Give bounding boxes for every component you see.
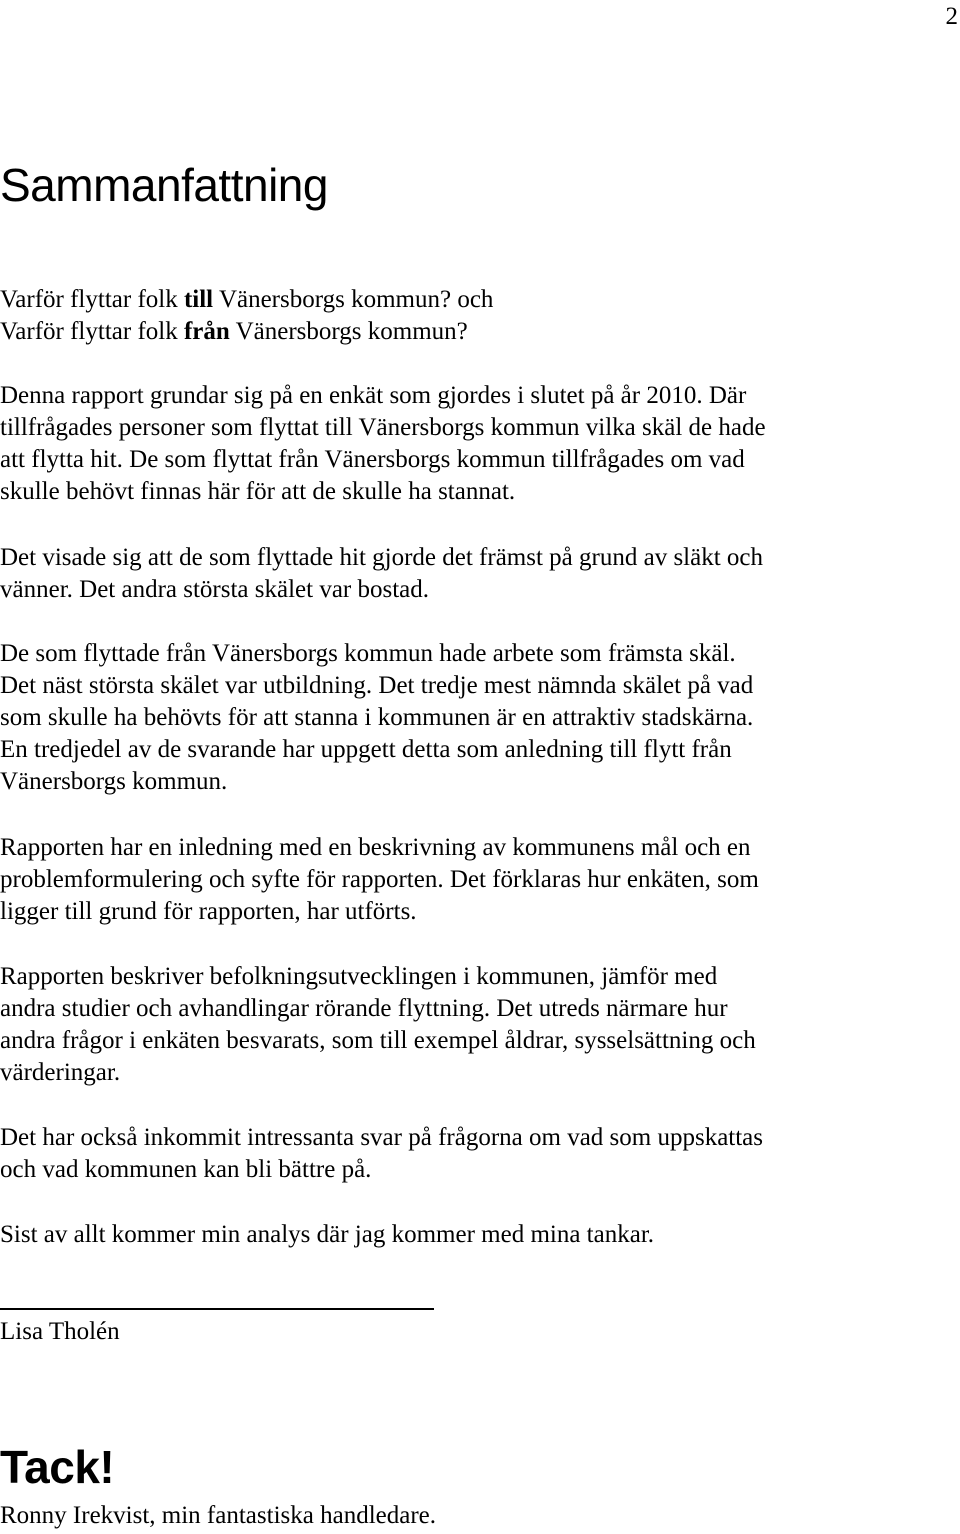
paragraph-analysis xyxy=(0,1219,900,1251)
question-line-2: Varför flyttar folk från Vänersborgs kommun? xyxy=(0,318,468,345)
paragraph-answers xyxy=(0,1122,900,1186)
paragraph-line: problemformulering och syfte för rapporten. Det förklaras hur enkäten, som xyxy=(0,866,759,893)
page-number: 2 xyxy=(945,3,958,30)
paragraph-reasons-from xyxy=(0,638,900,798)
paragraph-line: andra studier och avhandlingar rörande flyttning. Det utreds närmare hur xyxy=(0,995,728,1022)
paragraph-line: och vad kommunen kan bli bättre på. xyxy=(0,1156,372,1183)
paragraph-population xyxy=(0,961,900,1089)
paragraph-line: En tredjedel av de svarande har uppgett detta som anledning till flytt från xyxy=(0,736,732,763)
signature-line xyxy=(0,1308,434,1310)
paragraph-line: värderingar. xyxy=(0,1059,121,1086)
paragraph-line: Vänersborgs kommun. xyxy=(0,768,228,795)
paragraph-line: som skulle ha behövts för att stanna i kommunen är en attraktiv stadskärna. xyxy=(0,704,754,731)
emphasis-fran: från xyxy=(183,318,230,345)
paragraph-line: Det har också inkommit intressanta svar på frågorna om vad som uppskattas xyxy=(0,1124,764,1151)
paragraph-reasons-to xyxy=(0,542,900,606)
paragraph-line: Sist av allt kommer min analys där jag kommer med mina tankar. xyxy=(0,1221,655,1248)
thanks-heading: Tack! xyxy=(0,1441,115,1493)
paragraph-line: ligger till grund för rapporten, har utförts. xyxy=(0,898,417,925)
paragraph-line: Det näst största skälet var utbildning. Det tredje mest nämnda skälet på vad xyxy=(0,672,754,699)
paragraph-line: skulle behövt finnas här för att de skulle ha stannat. xyxy=(0,478,516,505)
question-block xyxy=(0,284,900,348)
paragraph-line: Rapporten beskriver befolkningsutvecklingen i kommunen, jämför med xyxy=(0,963,718,990)
thanks-text: Ronny Irekvist, min fantastiska handledare. xyxy=(0,1502,436,1529)
paragraph-survey xyxy=(0,380,900,508)
paragraph-line: vänner. Det andra största skälet var bostad. xyxy=(0,576,430,603)
paragraph-line: Rapporten har en inledning med en beskrivning av kommunens mål och en xyxy=(0,834,751,861)
paragraph-introduction xyxy=(0,832,900,928)
paragraph-line: De som flyttade från Vänersborgs kommun hade arbete som främsta skäl. xyxy=(0,640,736,667)
signature-name: Lisa Tholén xyxy=(0,1318,120,1345)
question-line-1: Varför flyttar folk till Vänersborgs kommun? och xyxy=(0,286,494,313)
paragraph-line: Det visade sig att de som flyttade hit gjorde det främst på grund av släkt och xyxy=(0,544,764,571)
emphasis-till: till xyxy=(183,286,214,313)
paragraph-line: andra frågor i enkäten besvarats, som till exempel åldrar, sysselsättning och xyxy=(0,1027,756,1054)
paragraph-line: Denna rapport grundar sig på en enkät som gjordes i slutet på år 2010. Där xyxy=(0,382,747,409)
paragraph-line: att flytta hit. De som flyttat från Vänersborgs kommun tillfrågades om vad xyxy=(0,446,745,473)
paragraph-line: tillfrågades personer som flyttat till Vänersborgs kommun vilka skäl de hade xyxy=(0,414,766,441)
page-title: Sammanfattning xyxy=(0,159,328,211)
